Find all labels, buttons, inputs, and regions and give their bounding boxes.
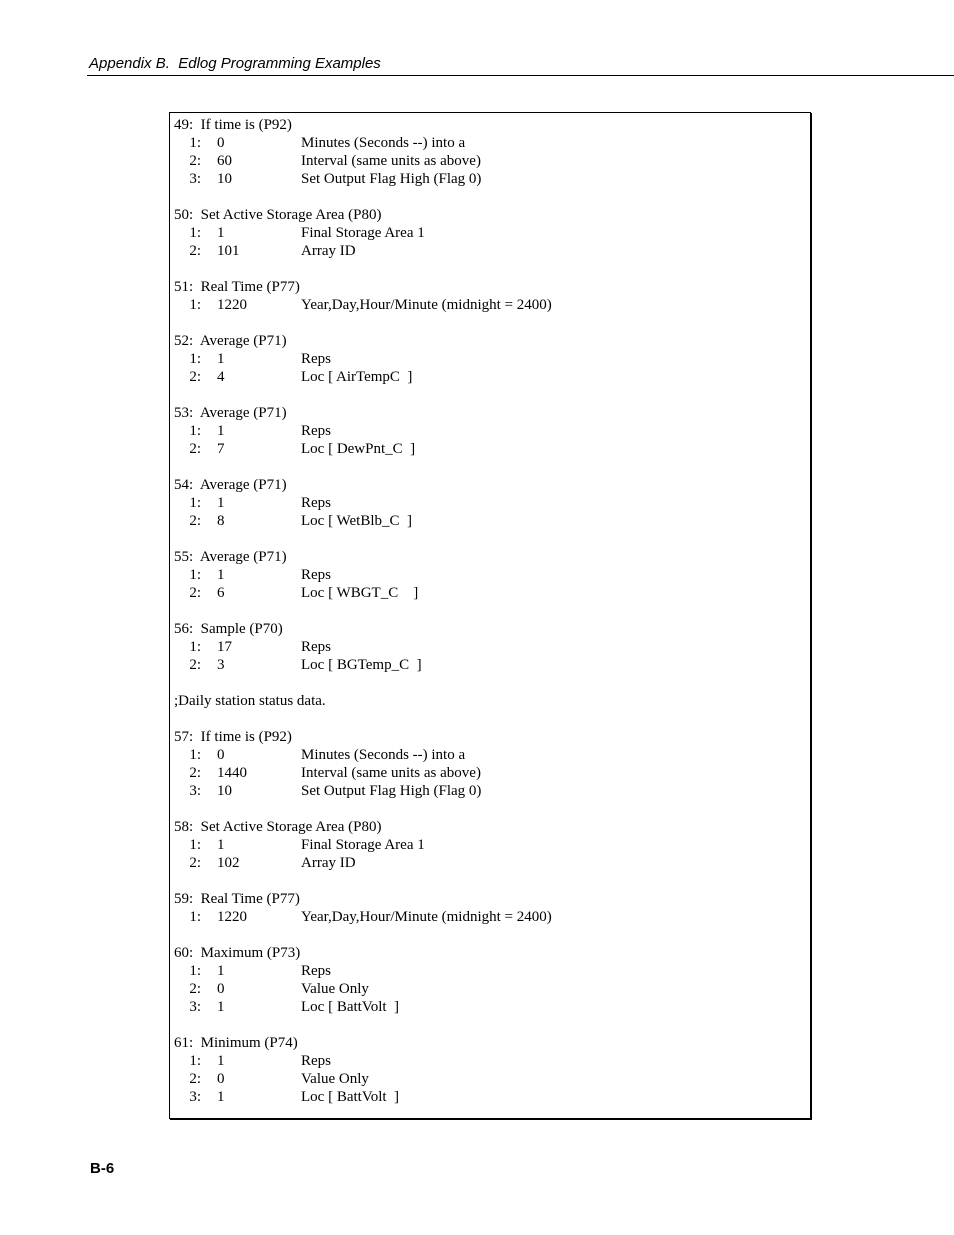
parameter-number: 1: [189, 495, 201, 511]
parameter-number: 1: [189, 567, 201, 583]
parameter-row [174, 170, 482, 188]
program-comment: ;Daily station status data. [174, 693, 326, 709]
parameter-value: 4 [217, 369, 225, 385]
parameter-number: 2: [189, 981, 201, 997]
instruction-title: 53: Average (P71) [174, 405, 287, 421]
parameter-row [174, 584, 419, 602]
instruction-title: 51: Real Time (P77) [174, 279, 300, 295]
parameter-value: 1 [217, 495, 225, 511]
parameter-number: 1: [189, 297, 201, 313]
parameter-row [174, 224, 425, 242]
parameter-value: 1 [217, 567, 225, 583]
instruction [174, 206, 425, 260]
parameter-number: 3: [189, 999, 201, 1015]
instruction-title: 52: Average (P71) [174, 333, 287, 349]
parameter-value: 1220 [217, 909, 247, 925]
parameter-description: Reps [301, 1053, 331, 1069]
parameter-description: Loc [ AirTempC ] [301, 369, 413, 385]
parameter-row [174, 854, 381, 872]
parameter-row [174, 656, 422, 674]
parameter-description: Interval (same units as above) [301, 153, 481, 169]
parameter-number: 1: [189, 747, 201, 763]
parameter-value: 1 [217, 423, 225, 439]
parameter-value: 10 [217, 783, 232, 799]
header-divider [87, 75, 954, 76]
parameter-description: Final Storage Area 1 [301, 225, 425, 241]
parameter-description: Loc [ BGTemp_C ] [301, 657, 422, 673]
instruction-title: 58: Set Active Storage Area (P80) [174, 819, 382, 835]
parameter-row [174, 296, 552, 314]
parameter-description: Array ID [301, 855, 356, 871]
parameter-number: 2: [189, 243, 201, 259]
instruction-title: 56: Sample (P70) [174, 621, 283, 637]
parameter-value: 101 [217, 243, 240, 259]
instruction-title: 59: Real Time (P77) [174, 891, 300, 907]
instruction [174, 404, 416, 458]
parameter-value: 1 [217, 351, 225, 367]
program-listing-box [169, 112, 811, 1119]
instruction [174, 944, 400, 1016]
instruction-title: 54: Average (P71) [174, 477, 287, 493]
instruction [174, 548, 419, 602]
parameter-number: 3: [189, 1089, 201, 1105]
instruction-block-daily [174, 728, 552, 1106]
parameter-value: 0 [217, 1071, 225, 1087]
parameter-row [174, 242, 381, 260]
parameter-description: Reps [301, 495, 331, 511]
parameter-description: Reps [301, 423, 331, 439]
parameter-description: Minutes (Seconds --) into a [301, 747, 466, 763]
parameter-value: 102 [217, 855, 240, 871]
parameter-row [174, 638, 381, 656]
instruction-title: 50: Set Active Storage Area (P80) [174, 207, 382, 223]
parameter-value: 0 [217, 135, 225, 151]
parameter-description: Loc [ BattVolt ] [301, 1089, 400, 1105]
parameter-description: Reps [301, 639, 331, 655]
parameter-row [174, 962, 381, 980]
parameter-value: 3 [217, 657, 225, 673]
parameter-description: Year,Day,Hour/Minute (midnight = 2400) [301, 909, 552, 925]
instruction [174, 116, 482, 188]
parameter-number: 3: [189, 783, 201, 799]
parameter-number: 2: [189, 513, 201, 529]
parameter-description: Set Output Flag High (Flag 0) [301, 783, 482, 799]
parameter-number: 1: [189, 909, 201, 925]
parameter-row [174, 152, 481, 170]
parameter-value: 0 [217, 981, 225, 997]
parameter-number: 2: [189, 585, 201, 601]
parameter-row [174, 836, 425, 854]
parameter-description: Reps [301, 351, 331, 367]
parameter-number: 2: [189, 657, 201, 673]
parameter-row [174, 494, 381, 512]
parameter-row [174, 368, 413, 386]
parameter-row [174, 764, 481, 782]
parameter-number: 2: [189, 153, 201, 169]
parameter-description: Set Output Flag High (Flag 0) [301, 171, 482, 187]
instruction [174, 890, 552, 926]
instruction-title: 55: Average (P71) [174, 549, 287, 565]
instruction [174, 476, 412, 530]
parameter-value: 10 [217, 171, 232, 187]
parameter-number: 2: [189, 1071, 201, 1087]
parameter-number: 1: [189, 351, 201, 367]
parameter-number: 1: [189, 135, 201, 151]
parameter-value: 1 [217, 1053, 225, 1069]
parameter-number: 2: [189, 441, 201, 457]
parameter-value: 1 [217, 225, 225, 241]
parameter-value: 7 [217, 441, 225, 457]
parameter-value: 1220 [217, 297, 247, 313]
instruction-title: 60: Maximum (P73) [174, 945, 301, 961]
parameter-description: Loc [ WBGT_C ] [301, 585, 419, 601]
parameter-number: 2: [189, 765, 201, 781]
parameter-number: 1: [189, 639, 201, 655]
parameter-value: 1 [217, 837, 225, 853]
instruction-block-hourly [174, 116, 552, 674]
parameter-description: Loc [ WetBlb_C ] [301, 513, 412, 529]
program-listing [174, 116, 552, 1124]
parameter-row [174, 1070, 381, 1088]
parameter-row [174, 1052, 381, 1070]
parameter-value: 60 [217, 153, 232, 169]
parameter-value: 8 [217, 513, 225, 529]
parameter-row [174, 422, 381, 440]
instruction-title: 61: Minimum (P74) [174, 1035, 298, 1051]
parameter-description: Loc [ DewPnt_C ] [301, 441, 416, 457]
parameter-row [174, 566, 381, 584]
instruction [174, 728, 482, 800]
instruction-title: 49: If time is (P92) [174, 117, 292, 133]
parameter-description: Interval (same units as above) [301, 765, 481, 781]
parameter-value: 1 [217, 1089, 225, 1105]
page-number: B-6 [90, 1160, 115, 1177]
parameter-description: Minutes (Seconds --) into a [301, 135, 466, 151]
parameter-description: Value Only [301, 981, 369, 997]
page-header-title: Appendix B. Edlog Programming Examples [89, 55, 381, 72]
parameter-row [174, 440, 416, 458]
parameter-value: 1440 [217, 765, 247, 781]
parameter-row [174, 134, 466, 152]
parameter-row [174, 350, 381, 368]
parameter-description: Array ID [301, 243, 356, 259]
parameter-number: 1: [189, 963, 201, 979]
parameter-value: 17 [217, 639, 232, 655]
parameter-value: 6 [217, 585, 225, 601]
parameter-number: 2: [189, 369, 201, 385]
instruction [174, 818, 425, 872]
parameter-value: 1 [217, 999, 225, 1015]
parameter-description: Reps [301, 963, 331, 979]
parameter-row [174, 1088, 400, 1106]
instruction [174, 620, 422, 674]
parameter-description: Value Only [301, 1071, 369, 1087]
parameter-number: 1: [189, 225, 201, 241]
instruction-title: 57: If time is (P92) [174, 729, 292, 745]
parameter-row [174, 782, 482, 800]
instruction [174, 1034, 400, 1106]
parameter-row [174, 908, 552, 926]
parameter-number: 2: [189, 855, 201, 871]
parameter-description: Year,Day,Hour/Minute (midnight = 2400) [301, 297, 552, 313]
parameter-row [174, 512, 412, 530]
parameter-row [174, 746, 466, 764]
parameter-value: 0 [217, 747, 225, 763]
parameter-number: 1: [189, 423, 201, 439]
parameter-description: Loc [ BattVolt ] [301, 999, 400, 1015]
instruction [174, 278, 552, 314]
parameter-number: 1: [189, 837, 201, 853]
parameter-description: Final Storage Area 1 [301, 837, 425, 853]
parameter-row [174, 980, 381, 998]
parameter-value: 1 [217, 963, 225, 979]
parameter-number: 1: [189, 1053, 201, 1069]
instruction [174, 332, 413, 386]
parameter-number: 3: [189, 171, 201, 187]
parameter-description: Reps [301, 567, 331, 583]
parameter-row [174, 998, 400, 1016]
